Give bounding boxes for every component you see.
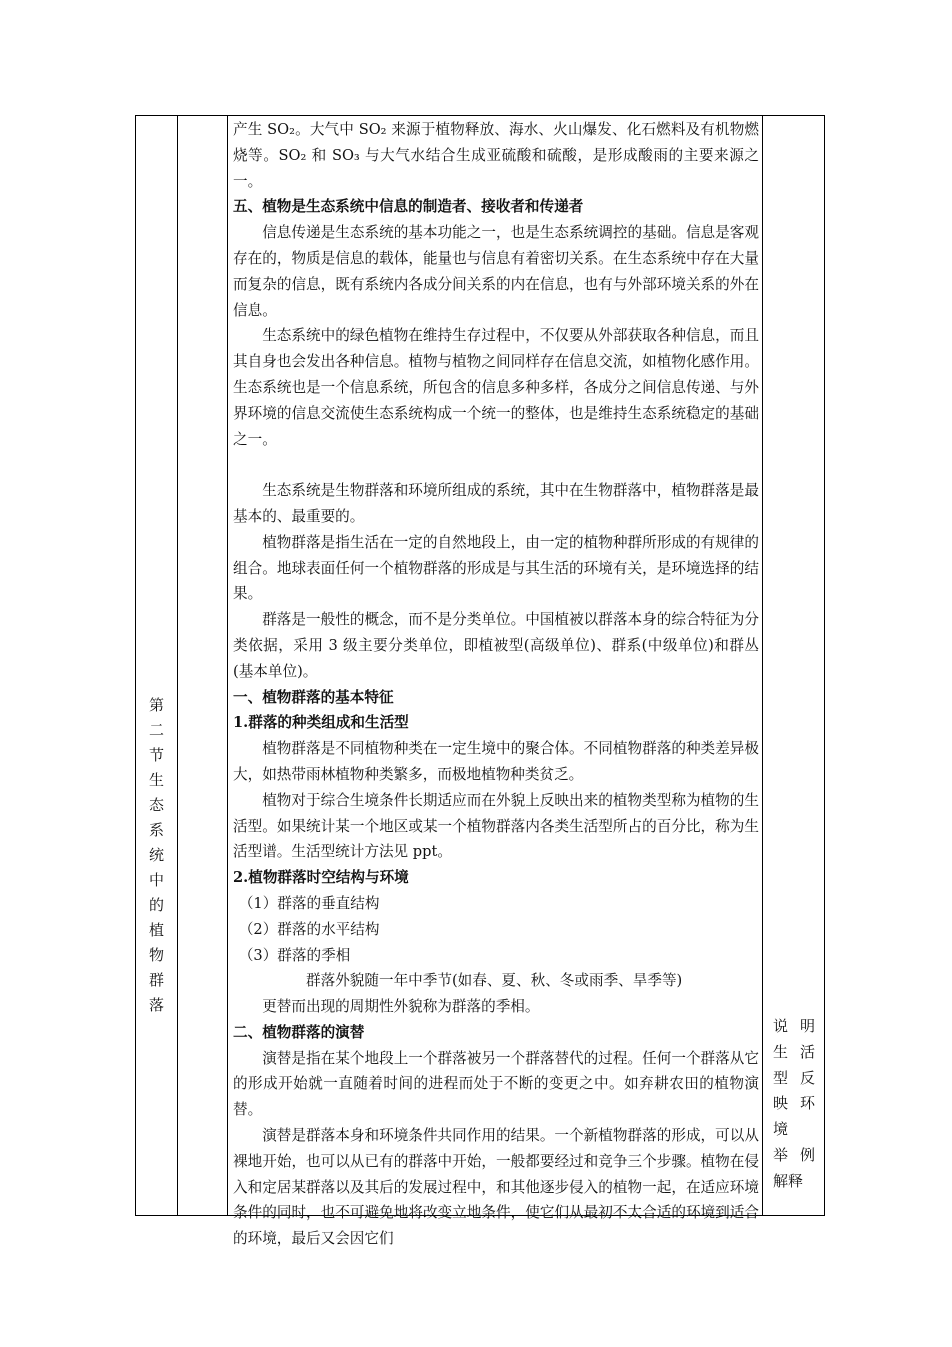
paragraph: 植物群落是不同植物种类在一定生境中的聚合体。不同植物群落的种类差异极大，如热带雨林植物种类繁多，而极地植物种类贫乏。: [233, 740, 759, 783]
section-title-char: 植: [148, 921, 164, 939]
paragraph: （3）群落的季相: [238, 946, 351, 964]
section-title-char: 态: [148, 796, 164, 814]
paragraph: 生态系统中的绿色植物在维持生存过程中，不仅要从外部获取各种信息，而且其自身也会发出各种信息。植物与植物之间同样存在信息交流，如植物化感作用。生态系统也是一个信息系统，所包含的信息多种多样，各成分之间信息传递、与外界环境的信息交流使生态系统构成一个统一的整体，也是维持生态系统稳定的基础之一。: [233, 327, 759, 448]
section-heading: 五、植物是生态系统中信息的制造者、接收者和传递者: [233, 198, 584, 216]
note-char: 活: [799, 1042, 815, 1061]
note-line: [765, 1117, 823, 1143]
note-char: 生: [773, 1042, 789, 1061]
note-char: 解释: [773, 1171, 804, 1190]
note-line: [765, 1014, 823, 1040]
section-heading: 一、植物群落的基本特征: [233, 688, 394, 706]
section-title-char: 统: [148, 846, 164, 864]
note-char: 说: [773, 1017, 789, 1035]
note-line: [765, 1169, 823, 1195]
note-line: [765, 1066, 823, 1092]
column-divider: [227, 116, 228, 1215]
paragraph: 演替是指在某个地段上一个群落被另一个群落替代的过程。任何一个群落从它的形成开始就一直随着时间的进程而处于不断的变更之中。如弃耕农田的植物演替。: [233, 1049, 759, 1119]
notes-column: [765, 1014, 823, 1195]
paragraph: 产生 SO₂。大气中 SO₂ 来源于植物释放、海水、火山爆发、化石燃料及有机物燃烧等。SO₂ 和 SO₃ 与大气水结合生成亚硫酸和硫酸，是形成酸雨的主要来源之一。: [233, 121, 759, 190]
paragraph: 植物群落是指生活在一定的自然地段上，由一定的植物种群所形成的有规律的组合。地球表面任何一个植物群落的形成是与其生活的环境有关，是环境选择的结果。: [233, 533, 759, 603]
note-char: 型: [773, 1068, 789, 1087]
paragraph: [233, 452, 759, 478]
content-column: [233, 117, 759, 1252]
note-char: 明: [799, 1017, 815, 1035]
note-char: 例: [799, 1145, 815, 1164]
section-title-char: 落: [148, 996, 164, 1014]
paragraph: 群落外貌随一年中季节(如春、夏、秋、冬或雨季、旱季等): [306, 972, 683, 990]
section-title-char: 生: [148, 771, 164, 789]
note-char: 境: [773, 1120, 789, 1139]
section-title-char: 的: [148, 896, 164, 914]
section-heading: 1.群落的种类组成和生活型: [233, 714, 409, 732]
paragraph: （1）群落的垂直结构: [238, 894, 380, 912]
paragraph: 演替是群落本身和环境条件共同作用的结果。一个新植物群落的形成，可以从裸地开始，也可以从已有的群落中开始，一般都要经过和竞争三个步骤。植物在侵入和定居某群落以及其后的发展过程中，和其他逐步侵入的植物一起，在适应环境条件的同时，也不可避免地将改变立地条件，使它们从最初不太合适的环境到适合的环境，最后又会因它们: [233, 1127, 759, 1248]
note-line: [765, 1040, 823, 1066]
section-title-char: 中: [148, 871, 164, 889]
section-title-char: 物: [148, 946, 164, 964]
section-title-column: [136, 693, 177, 1018]
section-title-char: 二: [148, 721, 164, 739]
section-heading: 2.植物群落时空结构与环境: [233, 869, 409, 887]
section-title-char: 群: [148, 971, 164, 989]
paragraph: 生态系统是生物群落和环境所组成的系统，其中在生物群落中，植物群落是最基本的、最重要的。: [233, 482, 759, 525]
paragraph: 群落是一般性的概念，而不是分类单位。中国植被以群落本身的综合特征为分类依据，采用 3 级主要分类单位，即植被型(高级单位)、群系(中级单位)和群丛(基本单位)。: [233, 611, 759, 680]
lesson-table: [135, 115, 825, 1248]
note-line: [765, 1091, 823, 1117]
paragraph: 植物对于综合生境条件长期适应而在外貌上反映出来的植物类型称为植物的生活型。如果统计某一个地区或某一个植物群落内各类生活型所占的百分比，称为生活型谱。生活型统计方法见 ppt。: [233, 791, 759, 861]
section-title-char: 系: [148, 821, 164, 839]
column-divider: [762, 116, 763, 1215]
paragraph: （2）群落的水平结构: [238, 920, 380, 938]
column-divider: [177, 116, 178, 1215]
section-title-char: 节: [148, 746, 164, 764]
note-char: 举: [773, 1145, 789, 1164]
note-char: 反: [799, 1068, 815, 1087]
section-title-char: 第: [148, 696, 164, 714]
paragraph: 信息传递是生态系统的基本功能之一，也是生态系统调控的基础。信息是客观存在的，物质是信息的载体，能量也与信息有着密切关系。在生态系统中存在大量而复杂的信息，既有系统内各成分间关系的内在信息，也有与外部环境关系的外在信息。: [233, 224, 759, 319]
note-char: 映: [773, 1094, 789, 1113]
note-char: 环: [799, 1094, 815, 1113]
paragraph: 更替而出现的周期性外貌称为群落的季相。: [262, 998, 540, 1016]
note-line: [765, 1143, 823, 1169]
section-heading: 二、植物群落的演替: [233, 1023, 365, 1041]
